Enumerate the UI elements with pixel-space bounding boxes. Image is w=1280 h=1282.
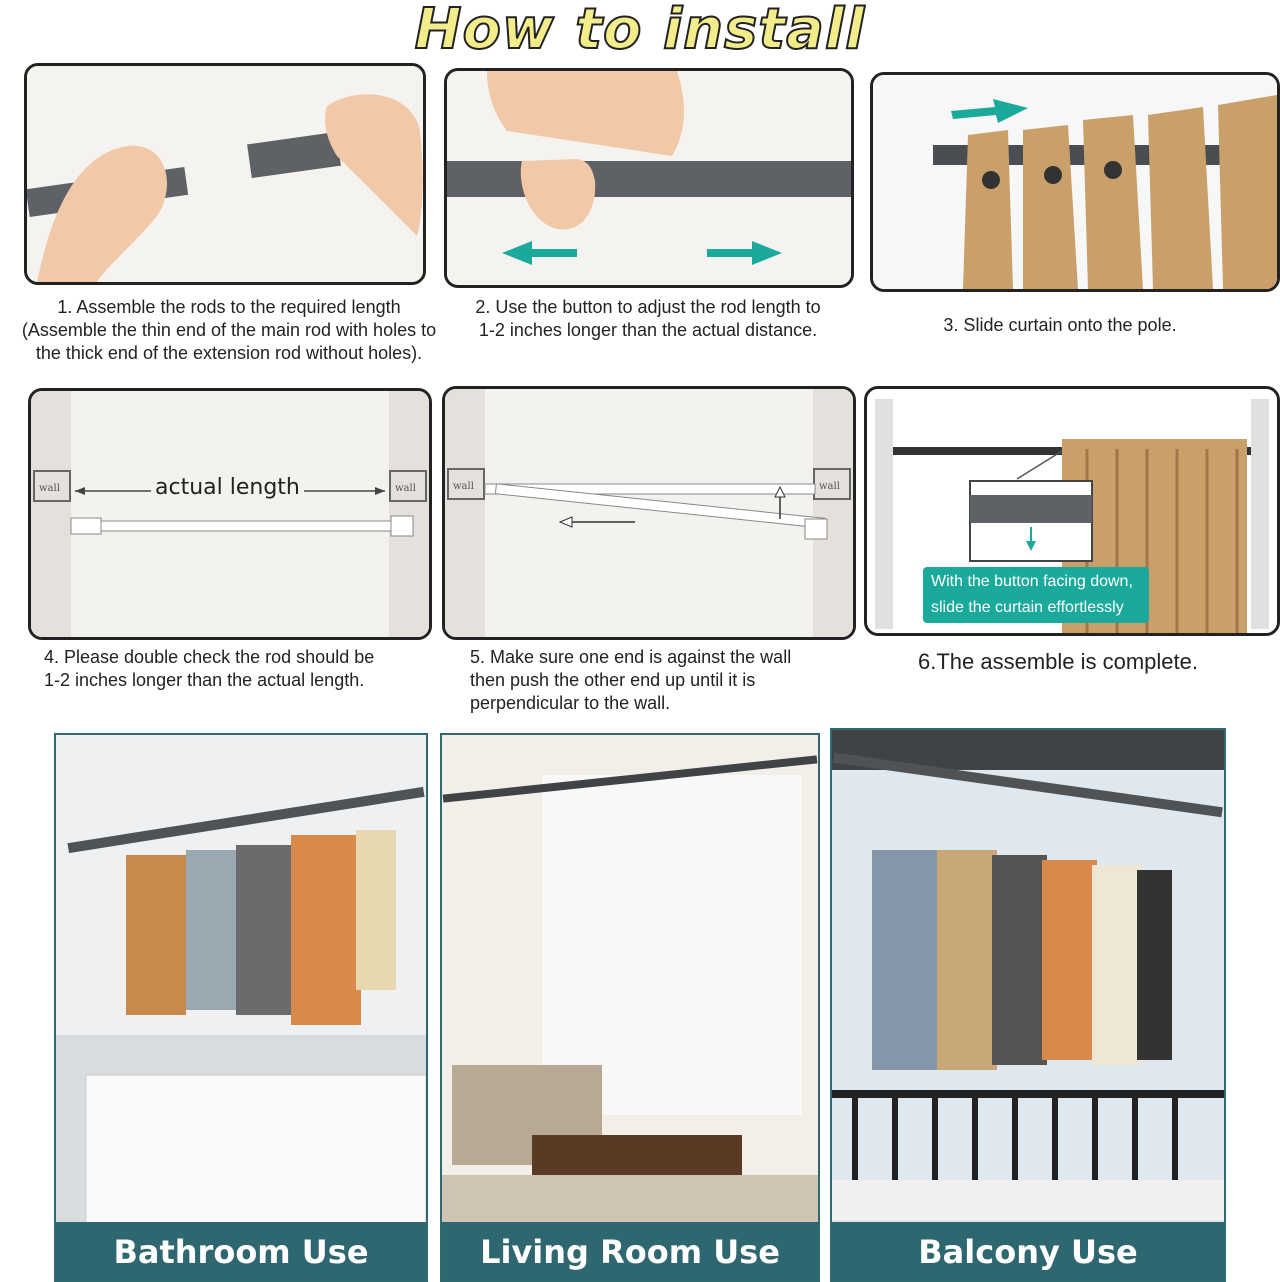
- step-4-panel: [28, 388, 432, 640]
- step-1-illustration: [27, 66, 423, 282]
- use-label-bathroom: Bathroom Use: [56, 1222, 426, 1280]
- step-6-note: [923, 567, 1149, 623]
- step-5-panel: [442, 386, 856, 640]
- use-label-living-room: Living Room Use: [442, 1222, 818, 1280]
- bathroom-photo: [56, 735, 426, 1280]
- step-5-caption: 5. Make sure one end is against the wall then push the other end up until it is perpendicular to the wall.: [470, 647, 792, 713]
- right-wall-label: wall: [819, 481, 840, 492]
- step-5-illustration: [445, 389, 853, 637]
- balcony-photo: [832, 730, 1224, 1280]
- hanging-clothes: [872, 850, 1172, 1070]
- step-1-caption: 1. Assemble the rods to the required length (Assemble the thin end of the main rod with holes to the thick end of the extension rod without holes).: [21, 297, 437, 363]
- use-label-balcony: Balcony Use: [832, 1222, 1224, 1280]
- use-card-balcony: [830, 728, 1226, 1282]
- step-2-illustration: [447, 71, 851, 285]
- hanging-clothes: [126, 830, 396, 1025]
- use-card-bathroom: [54, 733, 428, 1282]
- left-wall-label: wall: [453, 481, 474, 492]
- note-line-2: slide the curtain effortlessly: [931, 599, 1124, 616]
- actual-length-label: actual length: [151, 475, 304, 500]
- step-4-illustration: [31, 391, 429, 637]
- step-6-caption: 6.The assemble is complete.: [917, 649, 1199, 674]
- left-wall-label: wall: [39, 483, 60, 494]
- step-3-illustration: [873, 75, 1277, 289]
- living-room-photo: [442, 735, 818, 1280]
- step-3-caption: 3. Slide curtain onto the pole.: [943, 315, 1177, 335]
- page-title: How to install: [414, 0, 866, 62]
- rod: [101, 521, 401, 531]
- rod: [447, 161, 851, 197]
- step-6-panel: [864, 386, 1280, 636]
- step-2-panel: [444, 68, 854, 288]
- use-card-living-room: [440, 733, 820, 1282]
- right-wall-label: wall: [395, 483, 416, 494]
- step-2-caption: 2. Use the button to adjust the rod length to 1-2 inches longer than the actual distance.: [475, 297, 821, 340]
- step-3-panel: [870, 72, 1280, 292]
- note-line-1: With the button facing down,: [931, 573, 1133, 590]
- bathtub: [86, 1075, 426, 1225]
- step-1-panel: [24, 63, 426, 285]
- step-4-caption: 4. Please double check the rod should be 1-2 inches longer than the actual length.: [44, 647, 375, 690]
